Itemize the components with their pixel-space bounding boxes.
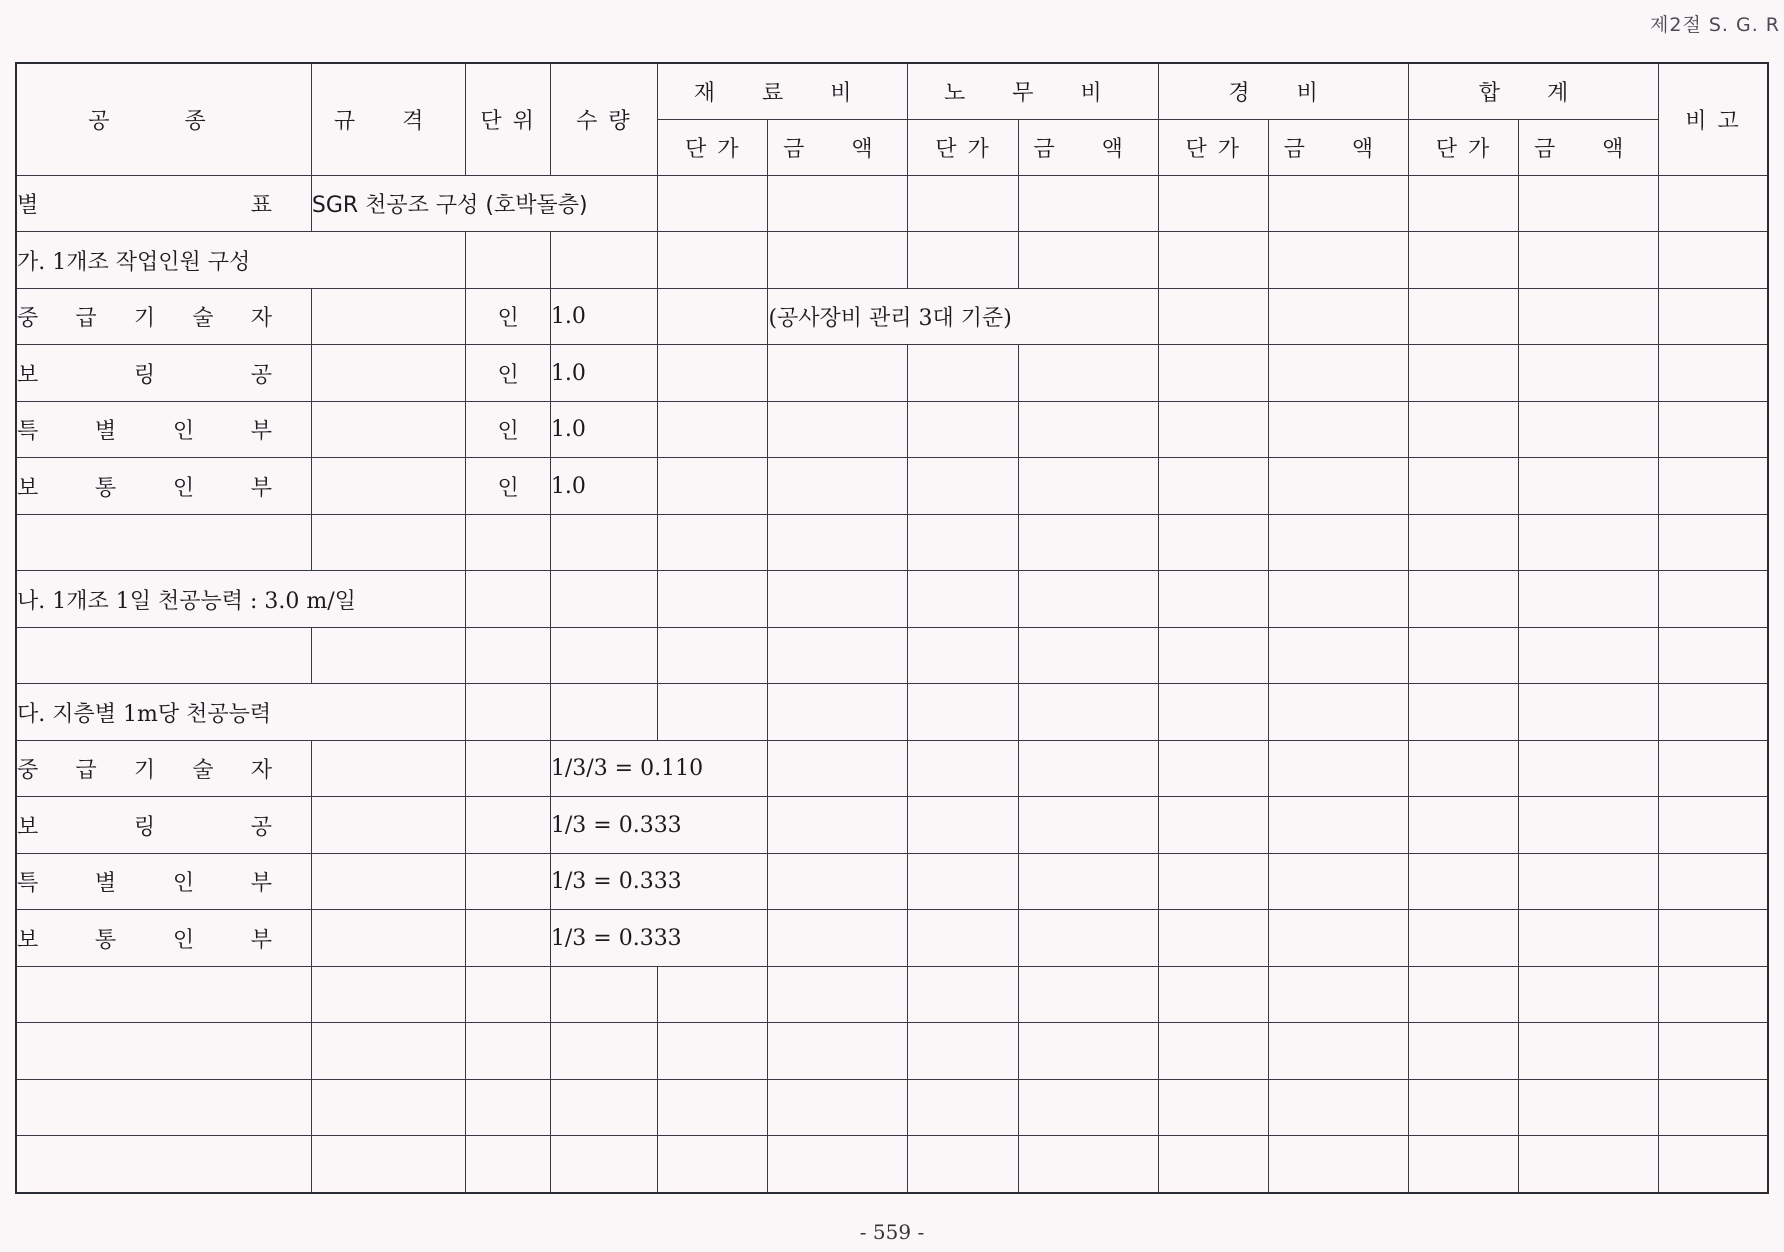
row-formula: 1/3 = 0.333: [550, 797, 768, 853]
cost-table: [15, 62, 1769, 1194]
row-name-text: [17, 471, 272, 502]
header-remark: 비 고: [1659, 63, 1768, 176]
header-labor-unit-price: 단 가: [908, 120, 1018, 176]
name-char: 링: [133, 362, 156, 388]
table-row: [16, 176, 1768, 232]
row-section-title: 나. 1개조 1일 천공능력 : 3.0 m/일: [16, 571, 466, 627]
name-char: 술: [192, 306, 214, 332]
name-char: 별: [94, 871, 117, 897]
header-material: 재 료 비: [657, 63, 907, 120]
row-name-text: [17, 866, 272, 897]
table-row: [16, 797, 1768, 853]
name-char: 특: [17, 871, 39, 897]
header-labor: 노 무 비: [908, 63, 1158, 120]
row-name: [16, 797, 311, 853]
row-qty: 1.0: [550, 288, 657, 344]
header-material-unit-price: 단 가: [657, 120, 767, 176]
page-number: - 559 -: [859, 1220, 925, 1244]
header-expense-amount: 금 액: [1269, 120, 1409, 176]
row-note: (공사장비 관리 3대 기준): [768, 288, 1158, 344]
row-name-text: [17, 923, 272, 954]
header-unit: 단 위: [466, 63, 551, 176]
row-name-text: [17, 414, 272, 445]
row-unit: 인: [466, 345, 551, 401]
table-row: [16, 1079, 1768, 1135]
name-char: 부: [250, 927, 272, 953]
row-unit: 인: [466, 288, 551, 344]
name-char: 부: [250, 475, 272, 501]
table-row: [16, 740, 1768, 796]
name-char: 기: [133, 758, 156, 784]
name-char: 인: [172, 475, 195, 501]
name-char: 인: [172, 871, 195, 897]
table-row: [16, 288, 1768, 344]
name-char: 부: [250, 871, 272, 897]
row-unit: 인: [466, 401, 551, 457]
name-char: 보: [17, 475, 39, 501]
row-name: [16, 458, 311, 514]
name-char: 인: [172, 419, 195, 445]
table-row: [16, 345, 1768, 401]
name-char: 자: [250, 758, 272, 784]
section-tag: 제2절 S. G. R: [1650, 14, 1780, 36]
name-char: 표: [250, 193, 272, 219]
row-name: [16, 853, 311, 909]
name-char: 통: [94, 475, 117, 501]
header-total: 합 계: [1408, 63, 1658, 120]
header-spec: 규 격: [311, 63, 465, 176]
name-char: 보: [17, 814, 39, 840]
table-row: [16, 458, 1768, 514]
row-name: [16, 740, 311, 796]
header-qty: 수 량: [550, 63, 657, 176]
row-formula: 1/3/3 = 0.110: [550, 740, 768, 796]
name-char: 급: [75, 758, 97, 784]
row-name-text: [17, 188, 272, 219]
row-name: [16, 288, 311, 344]
name-char: 술: [192, 758, 214, 784]
name-char: 중: [17, 306, 39, 332]
row-qty: 1.0: [550, 345, 657, 401]
table-row: [16, 514, 1768, 570]
name-char: 인: [172, 927, 195, 953]
row-name: [16, 176, 311, 232]
header-expense-unit-price: 단 가: [1158, 120, 1268, 176]
header-total-unit-price: 단 가: [1408, 120, 1518, 176]
name-char: 중: [17, 758, 39, 784]
name-char: 별: [17, 193, 39, 219]
row-spec: SGR 천공조 구성 (호박돌층): [311, 176, 657, 232]
table-row: [16, 684, 1768, 740]
row-formula: 1/3 = 0.333: [550, 853, 768, 909]
row-qty: 1.0: [550, 401, 657, 457]
header-labor-amount: 금 액: [1018, 120, 1158, 176]
row-formula: 1/3 = 0.333: [550, 910, 768, 966]
row-name-text: [17, 753, 272, 784]
name-char: 기: [133, 306, 156, 332]
row-name: [16, 345, 311, 401]
table-row: [16, 232, 1768, 288]
table-row: [16, 1023, 1768, 1079]
row-unit: 인: [466, 458, 551, 514]
name-char: 공: [250, 362, 272, 388]
row-name: [16, 910, 311, 966]
row-qty: 1.0: [550, 458, 657, 514]
name-char: 특: [17, 419, 39, 445]
name-char: 자: [250, 306, 272, 332]
name-char: 보: [17, 927, 39, 953]
table-row: [16, 966, 1768, 1022]
row-section-title: 다. 지층별 1m당 천공능력: [16, 684, 466, 740]
header-expense: 경 비: [1158, 63, 1408, 120]
name-char: 별: [94, 419, 117, 445]
name-char: 보: [17, 362, 39, 388]
header-total-amount: 금 액: [1519, 120, 1659, 176]
row-name-text: [17, 358, 272, 389]
table-row: [16, 910, 1768, 966]
row-name-text: [17, 301, 272, 332]
row-name: [16, 401, 311, 457]
table-header: [16, 63, 1768, 176]
header-material-amount: 금 액: [768, 120, 908, 176]
name-char: 링: [133, 814, 156, 840]
table-row: [16, 571, 1768, 627]
header-work-type: 공 종: [16, 63, 311, 176]
table-row: [16, 1136, 1768, 1193]
row-section-title: 가. 1개조 작업인원 구성: [16, 232, 466, 288]
row-name-text: [17, 810, 272, 841]
name-char: 부: [250, 419, 272, 445]
name-char: 급: [75, 306, 97, 332]
table-row: [16, 401, 1768, 457]
table-row: [16, 853, 1768, 909]
name-char: 통: [94, 927, 117, 953]
name-char: 공: [250, 814, 272, 840]
table-row: [16, 627, 1768, 683]
